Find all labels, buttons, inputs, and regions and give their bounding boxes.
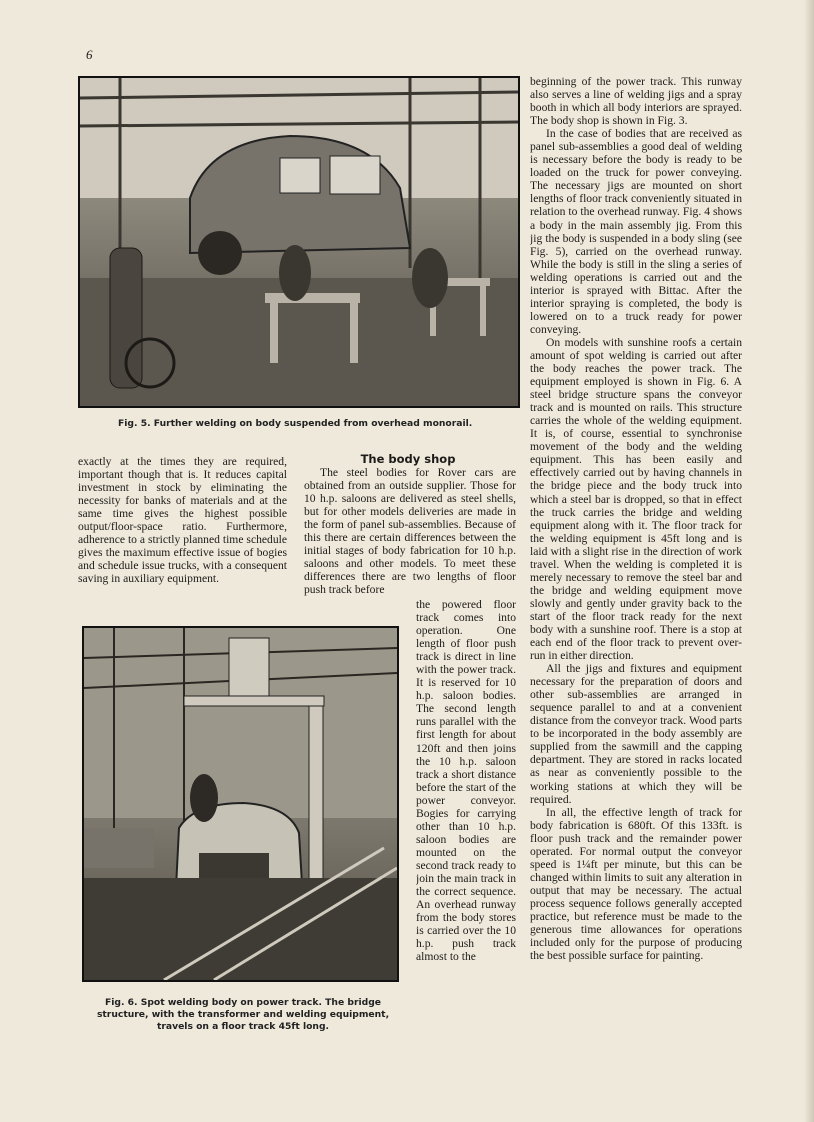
figure-6-caption: Fig. 6. Spot welding body on power track. The bridge structure, with the transformer and welding equipment, travels on a floor track 45ft long. bbox=[96, 997, 390, 1032]
welding-scene-illustration bbox=[80, 78, 518, 406]
body-shop-intro-paragraph: The steel bodies for Rover cars are obtained from an outside supplier. Those for 10 h.p. saloons are delivered as steel shells, but for other models deliveries are made in the form of panel sub-assemblies. Because of this there are certain differences between the initial stages of body fabrication for 10 h.p. saloons and other models. To meet these differences there are two lengths of floor push track before bbox=[304, 466, 516, 597]
body-shop-intro-column bbox=[304, 466, 516, 598]
page-edge bbox=[804, 0, 814, 1122]
figure-5-caption: Fig. 5. Further welding on body suspended from overhead monorail. bbox=[118, 418, 473, 429]
left-column-paragraph: exactly at the times they are required, important though that is. It reduces capital investment in stock by eliminating the necessity for banks of materials and at the same time gives the highest possible output/floor-space ratio. Furthermore, adherence to a strictly planned time schedule gives the maximum effective issue of bogies and schedule issue trucks, with a consequent saving in auxiliary equipment. bbox=[78, 455, 287, 586]
left-column bbox=[78, 455, 287, 605]
right-column-paragraph: In all, the effective length of track for body fabrication is 680ft. Of this 133ft. is floor push track and the remainder power operated. For normal output the conveyor speed is 1¼ft per minute, but this can be changed within limits to suit any alteration in output that may be necessary. The actual process sequence follows generally accepted practice, but reference must be made to the generous time allowances for operations included only for the purpose of producing the best possible surface for painting. bbox=[530, 805, 742, 963]
right-column-paragraph: On models with sunshine roofs a certain amount of spot welding is carried out after the body reaches the power track. The equipment employed is shown in Fig. 6. A steel bridge structure spans the conveyor track and is mounted on rails. This structure carries the whole of the welding equipment. It is, of course, essential to synchronise movement of the body and the welding equipment. This has been easily and effectively carried out by having channels in the bridge piece and the body truck into which a steel bar is dropped, so that in effect the truck carries the bridge and welding equipment along with it. The floor track for the welding equipment is 45ft long and is laid with a slight rise in the direction of work travel. When the welding is completed it is merely necessary to remove the steel bar and the bridge and welding equipment move slowly and gently under gravity back to the start of the floor track ready for the next body with a sunshine roof. There is a stop at each end of the floor track to prevent over-run in either direction. bbox=[530, 335, 742, 663]
figure-6-photo bbox=[82, 626, 399, 982]
right-column bbox=[530, 75, 742, 1035]
page-number: 6 bbox=[86, 47, 93, 62]
right-column-paragraph: In the case of bodies that are received as panel sub-assemblies a good deal of welding is necessary before the body is ready to be loaded on the truck for power conveying. The necessary jigs are mounted on short lengths of floor track conveniently situated in relation to the overhead runway. Fig. 4 shows a body in the main assembly jig. From this jig the body is suspended in a body sling (see Fig. 5), carried on the overhead runway. While the body is still in the sling a series of welding operations is carried out and the interior is sprayed with Bittac. After the interior spraying is completed, the body is lowered on to a truck ready for power conveying. bbox=[530, 127, 742, 336]
section-heading: The body shop bbox=[360, 452, 456, 466]
spot-welding-scene-illustration bbox=[84, 628, 397, 980]
figure-5-photo bbox=[78, 76, 520, 408]
right-column-paragraph: All the jigs and fixtures and equipment necessary for the preparation of doors and other sub-assemblies are arranged in sequence parallel to and at a convenient distance from the conveyor track. Wood parts to be incorporated in the body assembly are supplied from the sawmill and the capping department. They are stored in racks located as near as conveniently possible to the working stations at which they will be required. bbox=[530, 662, 742, 806]
right-column-paragraph: beginning of the power track. This runway also serves a line of welding jigs and a spray booth in which all body interiors are sprayed. The body shop is shown in Fig. 3. bbox=[530, 75, 742, 128]
body-shop-narrow-column bbox=[416, 598, 516, 1030]
body-shop-narrow-paragraph: the powered floor track comes into operation. One length of floor push track is direct in line with the power track. It is reserved for 10 h.p. saloon bodies. The second length runs parallel with the first length for about 120ft and then joins the 10 h.p. saloon track a short distance before the start of the power conveyor. Bogies for carrying other than 10 h.p. saloon bodies are mounted on the second track ready to join the main track in the correct sequence. An overhead runway from the body stores is carried over the 10 h.p. push track almost to the bbox=[416, 598, 516, 964]
